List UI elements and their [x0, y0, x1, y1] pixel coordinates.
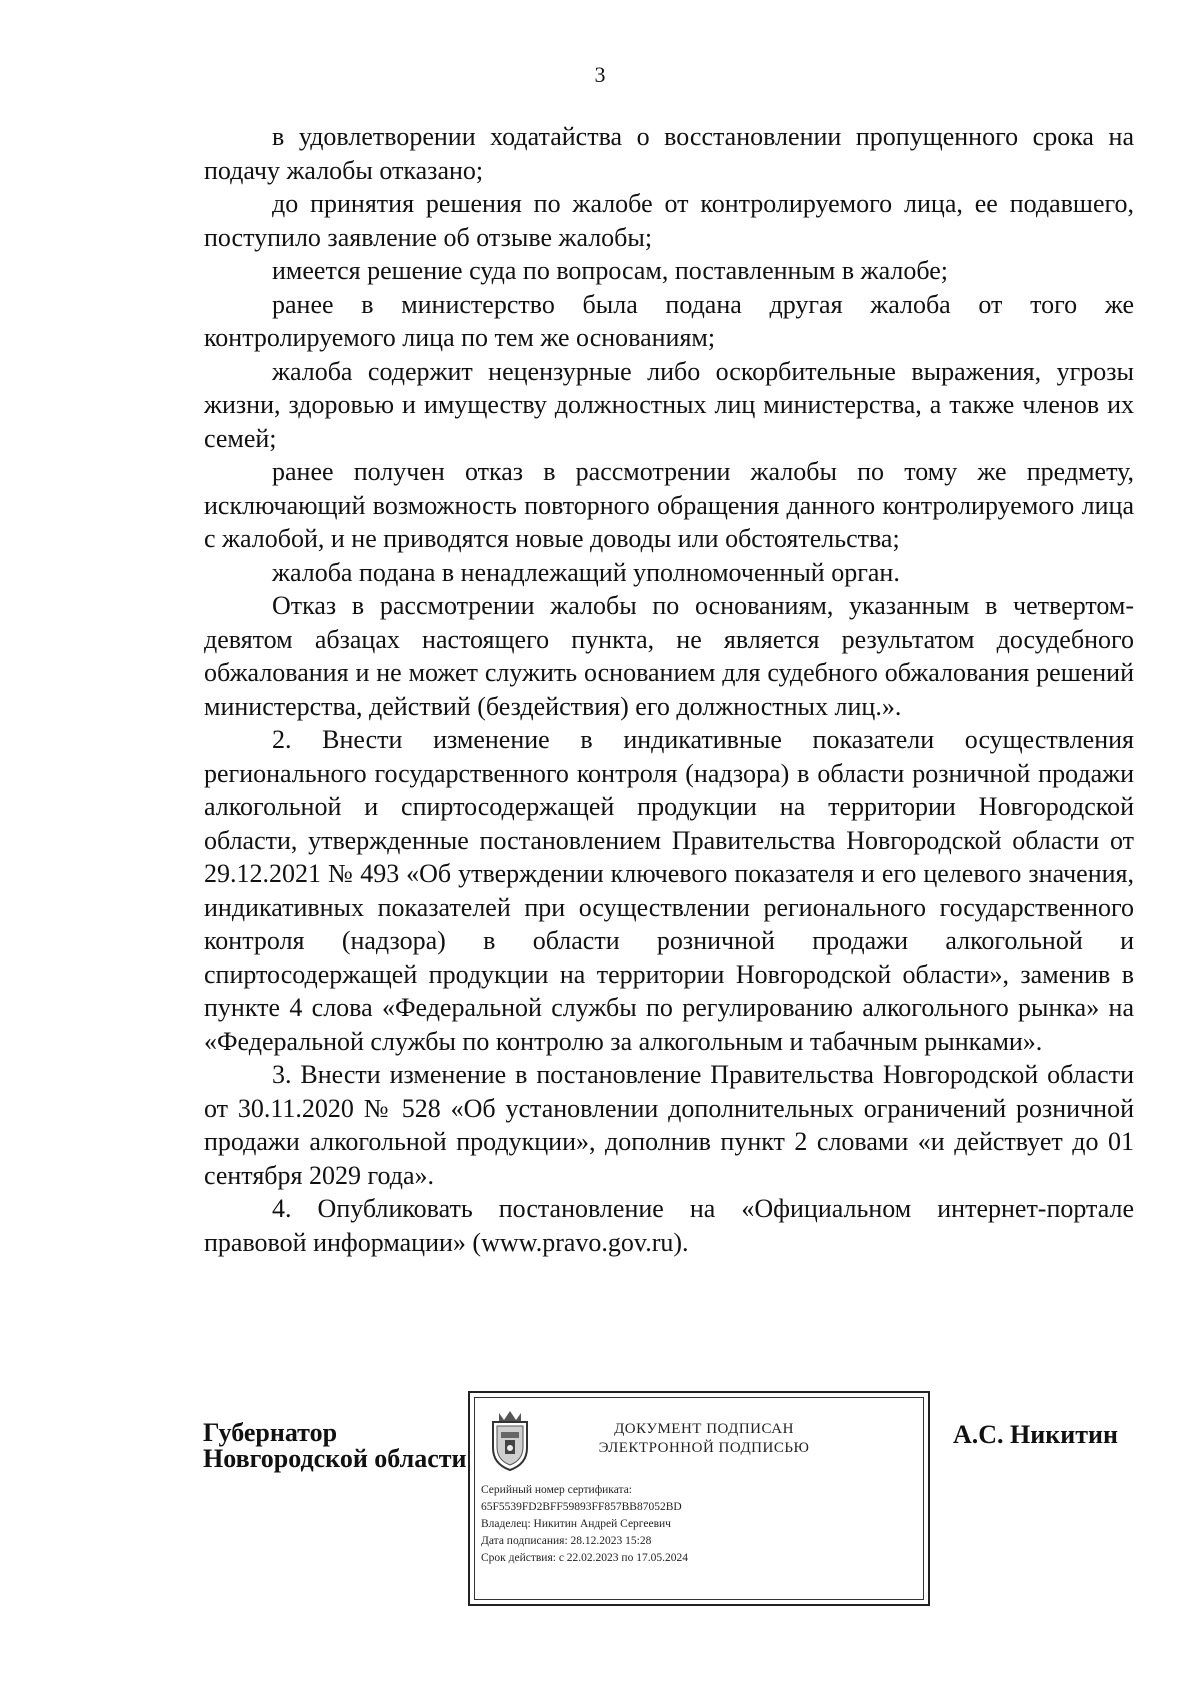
paragraph: имеется решение суда по вопросам, поставленным в жалобе; — [272, 256, 948, 285]
signatory-name: А.С. Никитин — [953, 1420, 1118, 1449]
paragraph: 3. Внести изменение в постановление Правительства Новгородской области от 30.11.2020 № 528 «Об установлении дополнительных ограничений розничной продажи алкогольной продукции», дополнив пункт 2 словами «и действует до 01 сентября 2029 года». — [204, 1060, 1134, 1190]
signatory-title-line2: Новгородской области — [203, 1444, 467, 1473]
paragraph: жалоба содержит нецензурные либо оскорбительные выражения, угрозы жизни, здоровью и имуществу должностных лиц министерства, а также членов их семей; — [204, 356, 1134, 453]
paragraph: в удовлетворении ходатайства о восстановлении пропущенного срока на подачу жалобы отказано; — [204, 122, 1134, 185]
electronic-signature-stamp — [468, 1391, 930, 1606]
certificate-owner: Владелец: Никитин Андрей Сергеевич — [481, 1518, 671, 1530]
serial-number: 65F5539FD2BFF59893FF857BB87052BD — [481, 1501, 682, 1513]
stamp-frame — [474, 1397, 924, 1600]
paragraph: до принятия решения по жалобе от контролируемого лица, ее подавшего, поступило заявление об отзыве жалобы; — [204, 189, 1134, 252]
paragraph: Отказ в рассмотрении жалобы по основаниям, указанным в четвертом-девятом абзацах настоящего пункта, не является результатом досудебного обжалования и не может служить основанием для судебного обжалования решений министерства, действий (бездействия) его должностных лиц.». — [204, 591, 1134, 721]
page-number: 3 — [594, 62, 606, 87]
paragraph: 2. Внести изменение в индикативные показатели осуществления регионального государственного контроля (надзора) в области розничной продажи алкогольной и спиртосодержащей продукции на территории Новгородской области, утвержденные постановлением Правительства Новгородской области от 29.12.2021 № 493 «Об утверждении ключевого показателя и его целевого значения, индикативных показателей при осуществлении регионального государственного контроля (надзора) в области розничной продажи алкогольной и спиртосодержащей продукции на территории Новгородской области», заменив в пункте 4 слова «Федеральной службы по регулированию алкогольного рынка» на «Федеральной службы по контролю за алкогольным и табачным рынками». — [204, 725, 1134, 1056]
document-body — [204, 120, 1134, 1259]
signing-date: Дата подписания: 28.12.2023 15:28 — [481, 1535, 652, 1547]
stamp-heading-line2: ЭЛЕКТРОННОЙ ПОДПИСЬЮ — [598, 1440, 810, 1456]
paragraph: жалоба подана в ненадлежащий уполномоченный орган. — [272, 557, 900, 587]
serial-label: Серийный номер сертификата: — [481, 1484, 632, 1496]
stamp-heading — [559, 1420, 849, 1458]
stamp-heading-line1: ДОКУМЕНТ ПОДПИСАН — [614, 1421, 794, 1437]
validity-period: Срок действия: с 22.02.2023 по 17.05.2024 — [481, 1552, 688, 1564]
coat-of-arms-icon — [485, 1408, 535, 1472]
paragraph: 4. Опубликовать постановление на «Официальном интернет-портале правовой информации» (www.pravo.gov.ru). — [204, 1194, 1134, 1257]
signatory-title — [203, 1420, 467, 1472]
signatory-title-line1: Губернатор — [203, 1418, 338, 1447]
paragraph: ранее получен отказ в рассмотрении жалобы по тому же предмету, исключающий возможность повторного обращения данного контролируемого лица с жалобой, и не приводятся новые доводы или обстоятельства; — [204, 457, 1134, 553]
paragraph: ранее в министерство была подана другая жалоба от того же контролируемого лица по тем же основаниям; — [204, 289, 1134, 352]
certificate-details — [481, 1482, 688, 1567]
